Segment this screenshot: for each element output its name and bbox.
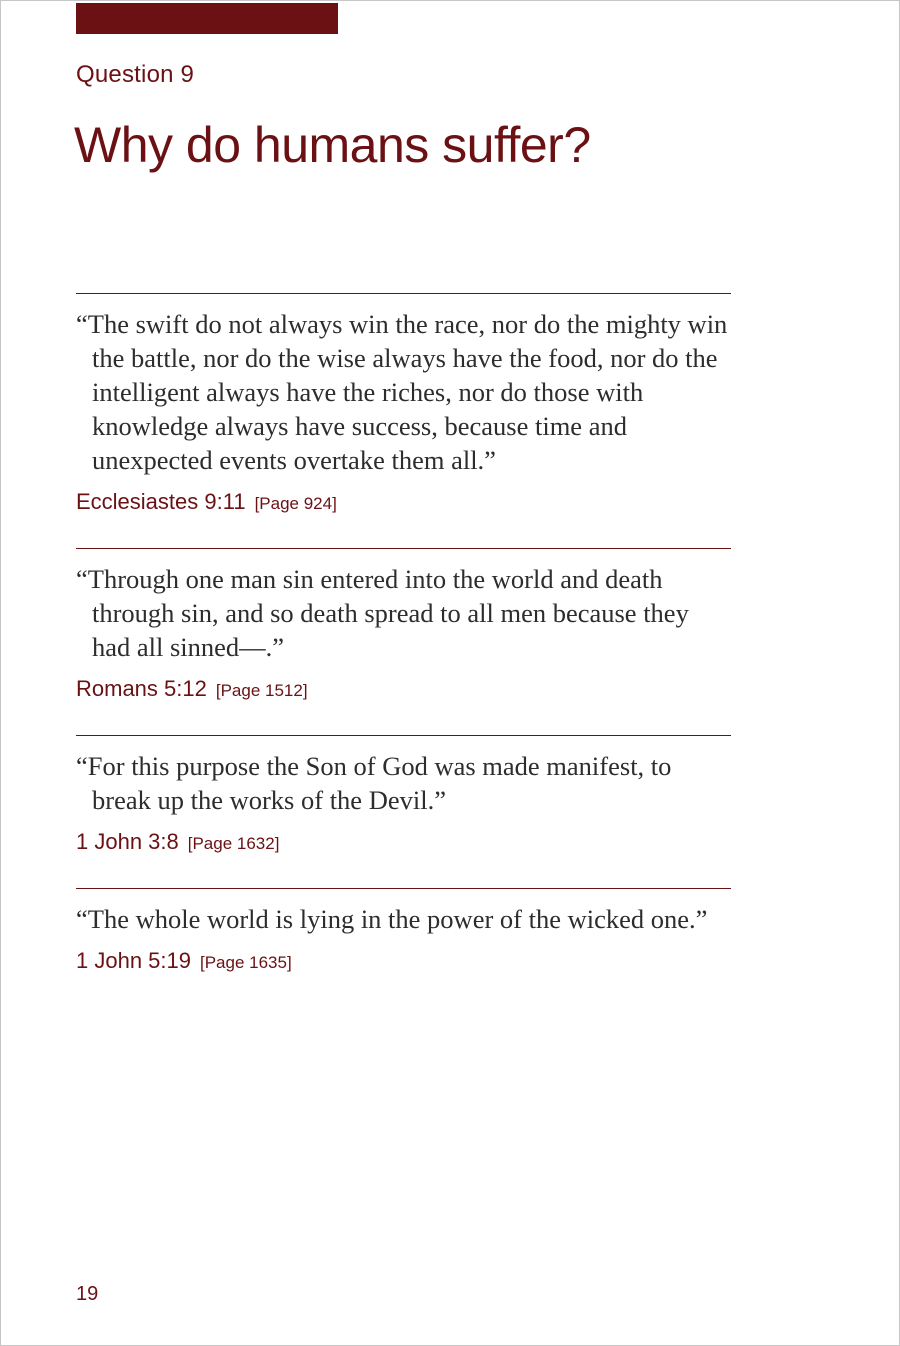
scripture-page-reference: [Page 924] xyxy=(254,494,337,513)
section-divider xyxy=(76,888,731,889)
section-divider xyxy=(76,735,731,736)
scripture-reference: 1 John 5:19 xyxy=(76,948,191,973)
header-accent-bar xyxy=(76,3,338,34)
section-divider xyxy=(76,548,731,549)
scripture-section xyxy=(76,293,731,548)
scripture-page-reference: [Page 1512] xyxy=(215,681,308,700)
scripture-page-reference: [Page 1635] xyxy=(199,953,292,972)
scripture-page-reference: [Page 1632] xyxy=(187,834,280,853)
scripture-quote: “For this purpose the Son of God was made manifest, to break up the works of the Devil.” xyxy=(76,751,672,815)
scripture-section xyxy=(76,735,731,888)
scripture-section xyxy=(76,548,731,735)
scripture-reference: 1 John 3:8 xyxy=(76,829,179,854)
scripture-citation xyxy=(76,829,731,858)
scripture-citation xyxy=(76,489,731,518)
scripture-reference: Ecclesiastes 9:11 xyxy=(76,489,246,514)
scripture-list xyxy=(76,293,731,1007)
page-number: 19 xyxy=(76,1283,99,1305)
page-title: Why do humans suffer? xyxy=(74,117,591,173)
scripture-quote: “The whole world is lying in the power of the wicked one.” xyxy=(76,904,708,934)
scripture-quote: “Through one man sin entered into the world and death through sin, and so death spread to all men because they had all sinned—.” xyxy=(76,564,689,662)
section-divider xyxy=(76,293,731,294)
scripture-reference: Romans 5:12 xyxy=(76,676,207,701)
question-number-label: Question 9 xyxy=(76,61,195,88)
scripture-citation xyxy=(76,948,731,977)
scripture-section xyxy=(76,888,731,1007)
scripture-quote: “The swift do not always win the race, nor do the mighty win the battle, nor do the wise always have the food, nor do the intelligent always have the riches, nor do those with knowledge always have success, because time and unexpected events overtake them all.” xyxy=(76,309,728,475)
scripture-citation xyxy=(76,676,731,705)
